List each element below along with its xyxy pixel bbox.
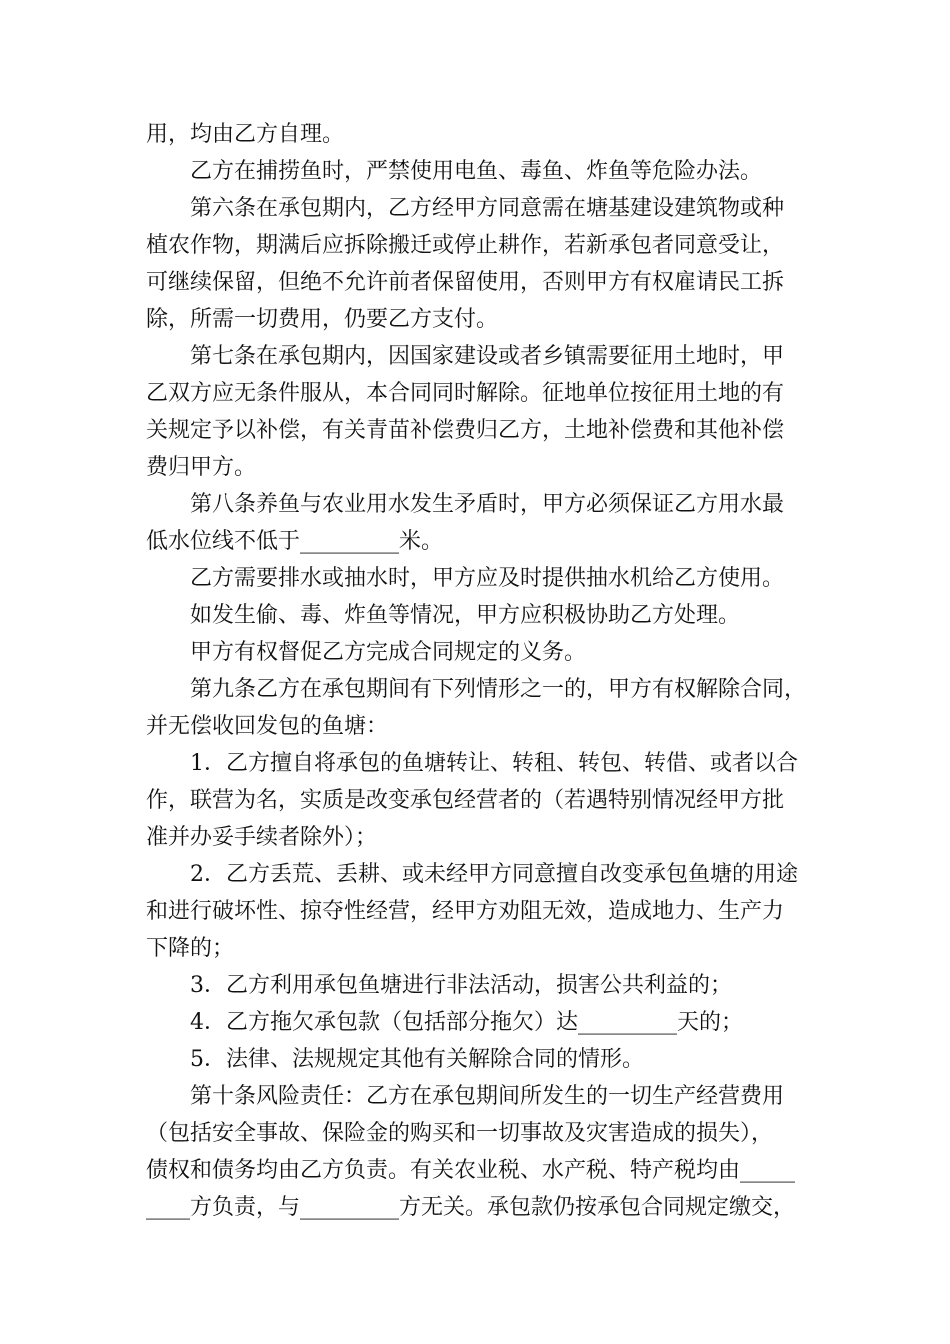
paragraph-line: 用，均由乙方自理。 (146, 122, 345, 147)
paragraph-line: 除，所需一切费用，仍要乙方支付。 (146, 307, 499, 332)
paragraph-first-line: 5．法律、法规规定其他有关解除合同的情形。 (190, 1047, 644, 1072)
paragraph-line: （包括安全事故、保险金的购买和一切事故及灾害造成的损失）， (146, 1121, 774, 1146)
paragraph-line: 准并办妥手续者除外）； (146, 825, 378, 850)
paragraph-line: 和进行破坏性、掠夺性经营，经甲方劝阻无效，造成地力、生产力 (146, 899, 785, 924)
paragraph-first-line: 第六条在承包期内，乙方经甲方同意需在塘基建设建筑物或种 (190, 196, 785, 221)
paragraph-first-line: 第十条风险责任：乙方在承包期间所发生的一切生产经营费用 (190, 1084, 785, 1109)
paragraph-first-line: 乙方在捕捞鱼时，严禁使用电鱼、毒鱼、炸鱼等危险办法。 (190, 159, 763, 184)
paragraph-first-line: 第八条养鱼与农业用水发生矛盾时，甲方必须保证乙方用水最 (190, 492, 785, 517)
paragraph-first-line: 第九条乙方在承包期间有下列情形之一的，甲方有权解除合同， (190, 677, 807, 702)
paragraph-line: 作，联营为名，实质是改变承包经营者的（若遇特别情况经甲方批 (146, 788, 785, 813)
paragraph-line: 费归甲方。 (146, 455, 257, 480)
paragraph-first-line: 甲方有权督促乙方完成合同规定的义务。 (190, 640, 587, 665)
paragraph-line: 可继续保留，但绝不允许前者保留使用，否则甲方有权雇请民工拆 (146, 270, 785, 295)
paragraph-first-line: 第七条在承包期内，因国家建设或者乡镇需要征用土地时，甲 (190, 344, 785, 369)
paragraph-line: 关规定予以补偿，有关青苗补偿费归乙方，土地补偿费和其他补偿 (146, 418, 785, 443)
paragraph-line: 债权和债务均由乙方负责。有关农业税、水产税、特产税均由_____ (146, 1158, 796, 1183)
paragraph-line: 并无偿收回发包的鱼塘： (146, 714, 389, 739)
paragraph-first-line: 3．乙方利用承包鱼塘进行非法活动，损害公共利益的； (190, 973, 732, 998)
contract-text-body (146, 116, 810, 1226)
paragraph-line: 植农作物，期满后应拆除搬迁或停止耕作，若新承包者同意受让， (146, 233, 785, 258)
paragraph-first-line: 乙方需要排水或抽水时，甲方应及时提供抽水机给乙方使用。 (190, 566, 785, 591)
paragraph-first-line: 如发生偷、毒、炸鱼等情况，甲方应积极协助乙方处理。 (190, 603, 741, 628)
paragraph-line: ____方负责，与_________方无关。承包款仍按承包合同规定缴交， (146, 1195, 796, 1220)
paragraph-first-line: 2．乙方丢荒、丢耕、或未经甲方同意擅自改变承包鱼塘的用途 (190, 862, 798, 887)
paragraph-line: 低水位线不低于_________米。 (146, 529, 444, 554)
paragraph-first-line: 4．乙方拖欠承包款（包括部分拖欠）达_________天的； (190, 1010, 743, 1035)
paragraph-line: 乙双方应无条件服从，本合同同时解除。征地单位按征用土地的有 (146, 381, 785, 406)
paragraph-first-line: 1．乙方擅自将承包的鱼塘转让、转租、转包、转借、或者以合 (190, 751, 798, 776)
paragraph-line: 下降的； (146, 936, 235, 961)
